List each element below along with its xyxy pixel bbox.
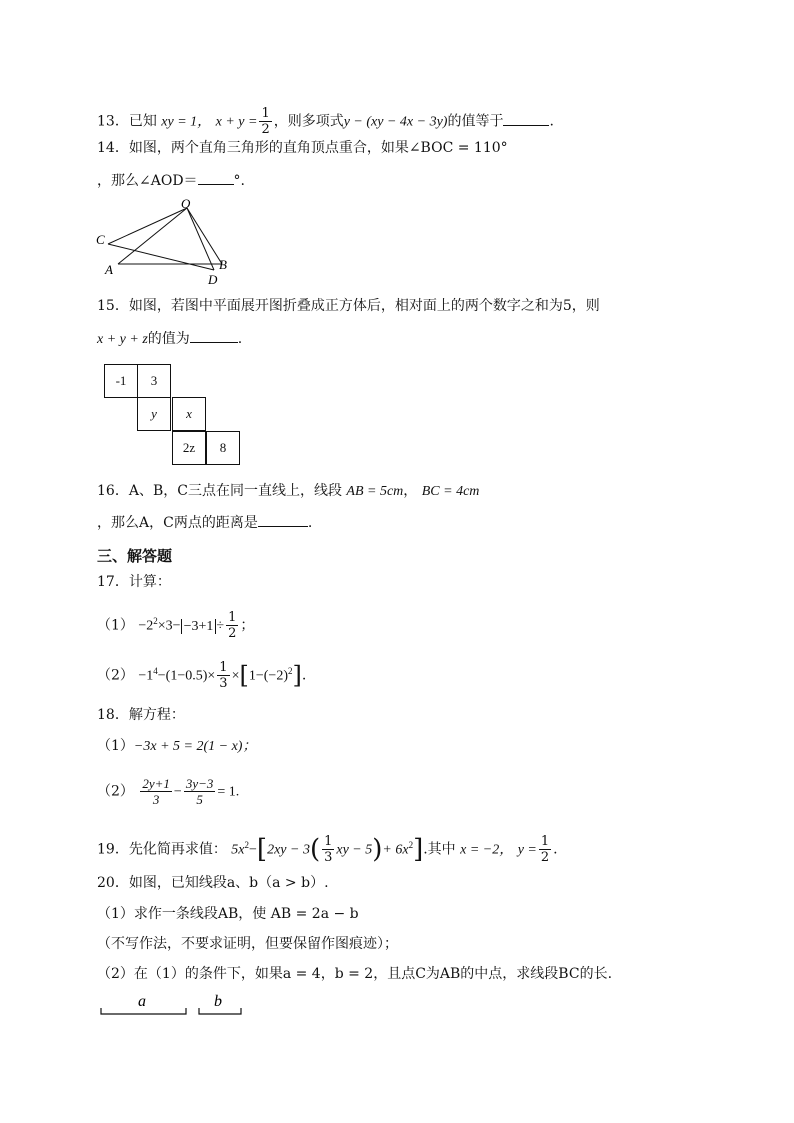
question-19: 19．先化简再求值： $5x^2-[2xy - 3$( $\frac{1}{3}$ xy − $5)+ 6x^2$].其中 x = −2， y = $\frac{1}{2}$ . <box>97 834 558 865</box>
question-17-part2: $(2) -1^4-(1-0.5)\times$ $\frac{1}{3}$ $\times[1-(-2)^2]$. <box>97 660 307 691</box>
cube-cell-6: 8 <box>206 431 240 465</box>
absolute-value: −3+1 <box>181 619 217 634</box>
label-D: D <box>208 272 218 287</box>
label-O: O <box>181 196 191 211</box>
question-20: 20．如图，已知线段a、b（a > b）. <box>97 875 329 891</box>
section-title: 三、解答题 <box>97 547 173 565</box>
question-20-part1-note: （不写作法，不要求证明，但要保留作图痕迹）； <box>97 936 398 952</box>
cube-cell-5: 2z <box>172 431 206 465</box>
fraction: $\frac{1}{3}$ <box>324 834 333 865</box>
fraction: $\frac{1}{2}$ <box>540 834 550 865</box>
question-17-part1: $(1) -2^2\times 3- -3+1$ ÷ $\frac{1}{2}$ ； <box>97 610 255 641</box>
triangle-figure <box>92 196 242 288</box>
fraction: $\frac{1}{2}$ <box>228 610 237 641</box>
answer-blank <box>190 328 238 343</box>
question-14-line2: ，那么∠AOD＝ °. <box>97 170 245 191</box>
answer-blank <box>198 170 234 185</box>
fraction: $\frac{3y-3}{5}$ <box>185 776 214 807</box>
cube-cell-3: y <box>137 397 171 431</box>
label-B: B <box>219 257 227 272</box>
label-A: A <box>105 262 113 277</box>
cube-cell-4: x <box>172 397 206 431</box>
question-20-part2: （2）在（1）的条件下，如果a = 4，b = 2，且点C为AB的中点，求线段BC的长. <box>97 966 613 982</box>
segment-b-label: b <box>214 993 222 1010</box>
question-16-line2: ，那么A，C两点的距离是 . <box>97 512 312 533</box>
question-15: 15．如图，若图中平面展开图折叠成正方体后，相对面上的两个数字之和为5，则 <box>97 298 600 314</box>
fraction: $\frac{1}{2}$ <box>261 106 270 137</box>
question-17: 17．计算： <box>97 574 171 590</box>
fraction: $\frac{1}{3}$ <box>219 660 228 691</box>
segment-a-label: a <box>138 993 146 1010</box>
label-C: C <box>96 232 105 247</box>
cube-cell-1: -1 <box>104 364 138 398</box>
question-20-part1: （1）求作一条线段AB，使 AB = 2a − b <box>97 906 359 922</box>
question-18: 18．解方程： <box>97 707 185 723</box>
question-15-line2: x + y + z的值为 . <box>97 328 242 350</box>
cube-cell-2: 3 <box>137 364 171 398</box>
question-18-part2: （2） $\frac{2y+1}{3}$ − $\frac{3y-3}{5}$ = 1. <box>97 776 240 807</box>
question-16: 16．A、B，C三点在同一直线上，线段 AB = 5cm， BC = 4cm <box>97 483 480 499</box>
answer-blank <box>503 111 549 126</box>
question-14: 14．如图，两个直角三角形的直角顶点重合，如果∠BOC = 110° <box>97 140 508 156</box>
question-13: 13．已知 xy = 1， x + y = $\frac{1}{2}$ ，则多项式y − (xy − 4x − 3y)的值等于 . <box>97 106 554 137</box>
question-18-part1: （1）−3x + 5 = 2(1 − x)； <box>97 738 257 754</box>
fraction: $\frac{2y+1}{3}$ <box>142 776 170 807</box>
question-number: 13． <box>97 113 129 130</box>
answer-blank <box>258 512 308 527</box>
segments-figure <box>96 990 256 1022</box>
